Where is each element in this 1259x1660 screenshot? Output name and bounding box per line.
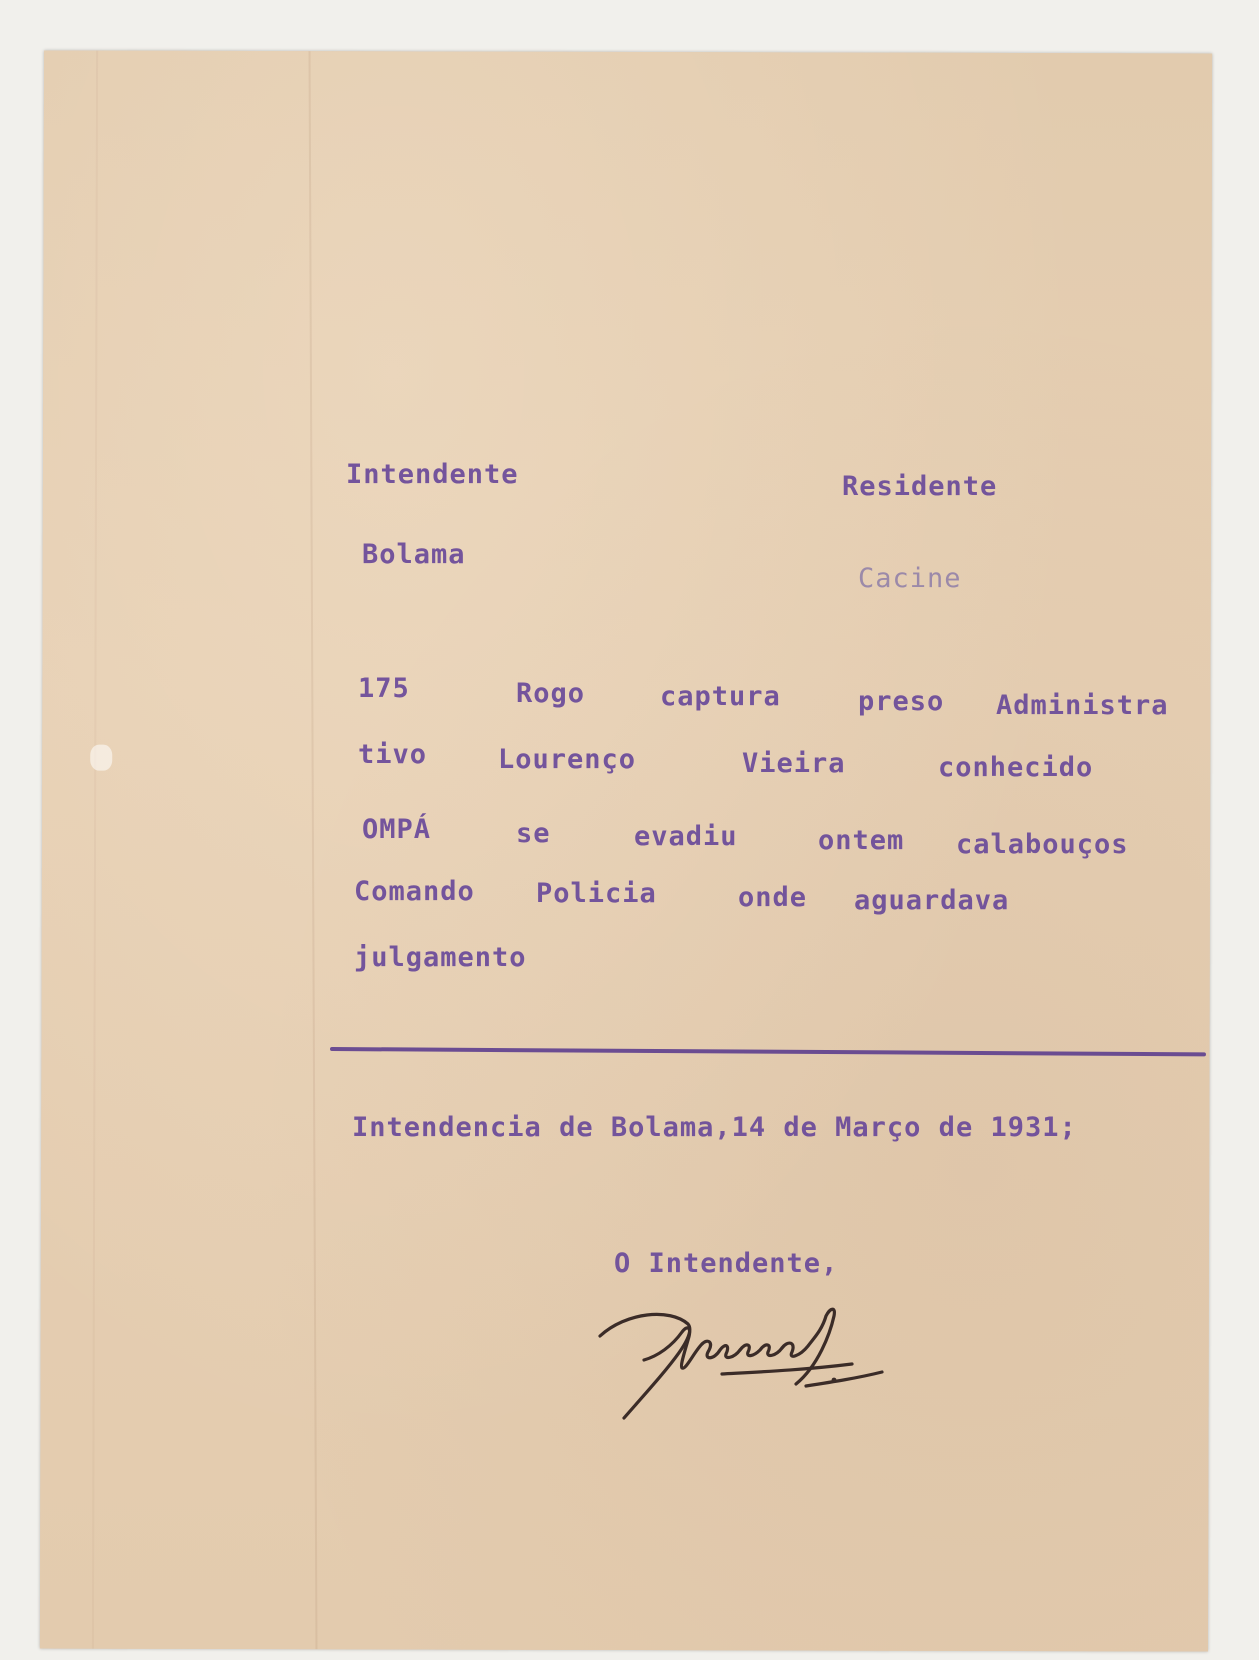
place-date-line: Intendencia de Bolama,14 de Março de 1931; [352,1112,1077,1143]
message-word: OMPÁ [362,814,432,845]
addressee-title: Intendente [346,459,519,490]
message-word: Comando [354,876,475,907]
message-word: julgamento [354,942,527,973]
message-word: onde [738,882,808,913]
message-word: Policia [536,878,657,909]
closing-line: O Intendente, [614,1248,839,1279]
message-word: Administra [996,690,1169,721]
paper-fold [92,51,98,1649]
message-word: captura [660,681,781,712]
sender-title: Residente [842,471,998,502]
message-word: preso [858,686,945,717]
paper-fold [309,51,318,1649]
sender-place: Cacine [858,563,962,594]
message-word: Rogo [516,678,586,709]
message-number: 175 [358,673,410,704]
message-word: conhecido [938,752,1094,783]
message-word: aguardava [854,885,1010,916]
message-word: ontem [818,825,905,856]
message-word: Lourenço [498,744,637,775]
paper-smudge [90,745,112,771]
addressee-place: Bolama [362,539,466,570]
message-word: tivo [358,739,428,770]
message-word: se [516,818,551,849]
message-word: evadiu [634,821,738,852]
message-word: Vieira [742,748,846,779]
message-word: calabouços [956,829,1129,860]
handwritten-signature [596,1294,886,1424]
